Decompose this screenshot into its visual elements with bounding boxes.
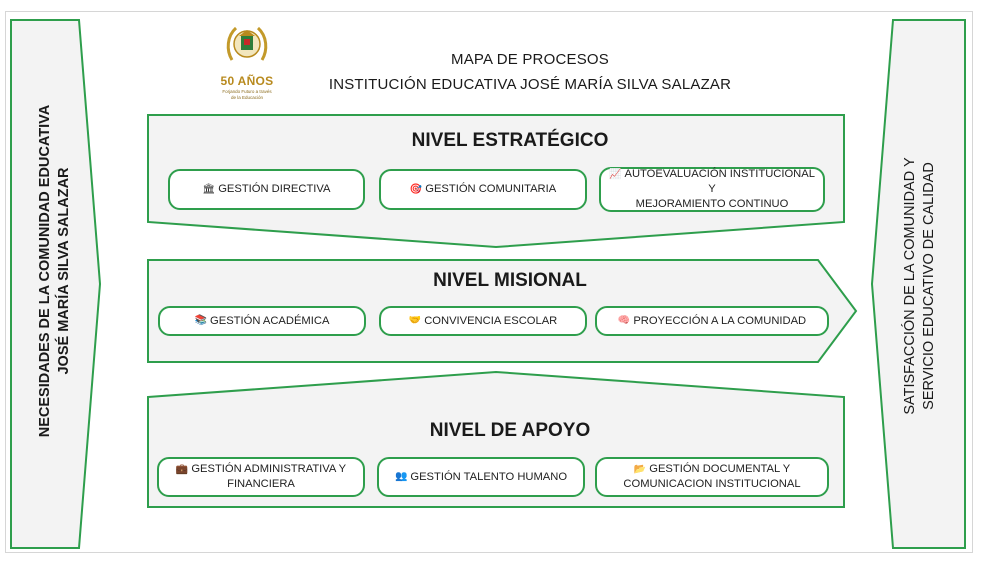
chart-up-icon: 📈 — [609, 169, 622, 180]
brain-icon: 🧠 — [617, 315, 631, 326]
process-talento-humano[interactable]: 👥 GESTIÓN TALENTO HUMANO — [377, 457, 585, 497]
logo-anniversary: 50 AÑOS — [220, 74, 274, 88]
institution-logo — [216, 20, 278, 108]
right-banner-text: SATISFACCIÓN DE LA COMUNIDAD Y SERVICIO EDUCATIVO DE CALIDAD — [902, 157, 937, 415]
handshake-icon: 🤝 — [408, 315, 422, 326]
process-gestion-comunitaria[interactable]: 🎯 GESTIÓN COMUNITARIA — [379, 169, 587, 210]
briefcase-icon: 💼 — [175, 464, 189, 475]
target-icon: 🎯 — [409, 183, 423, 195]
process-autoevaluacion[interactable]: 📈 AUTOEVALUACIÓN INSTITUCIONAL Y MEJORAMIENTO CONTINUO — [599, 167, 825, 212]
process-gestion-academica[interactable]: 📚 GESTIÓN ACADÉMICA — [158, 306, 366, 336]
missional-level-title: NIVEL MISIONAL — [433, 270, 587, 291]
process-convivencia-escolar[interactable]: 🤝 CONVIVENCIA ESCOLAR — [379, 306, 587, 336]
page-title: MAPA DE PROCESOS — [451, 51, 609, 68]
logo-tagline: Forjando Futuro a través de la Educación — [222, 89, 272, 100]
process-gestion-documental[interactable]: 📂 GESTIÓN DOCUMENTAL Y COMUNICACION INSTITUCIONAL — [595, 457, 829, 497]
page-subtitle: INSTITUCIÓN EDUCATIVA JOSÉ MARÍA SILVA SALAZAR — [328, 76, 732, 93]
process-proyeccion-comunidad[interactable]: 🧠 PROYECCIÓN A LA COMUNIDAD — [595, 306, 829, 336]
left-banner-text: NECESIDADES DE LA COMUNIDAD EDUCATIVA JOSÉ MARÍA SILVA SALAZAR — [37, 104, 72, 438]
people-icon: 👥 — [394, 471, 408, 482]
folder-icon: 📂 — [633, 464, 647, 475]
process-gestion-administrativa[interactable]: 💼 GESTIÓN ADMINISTRATIVA Y FINANCIERA — [157, 457, 365, 497]
process-gestion-directiva[interactable]: 🏛 GESTIÓN DIRECTIVA — [168, 169, 365, 210]
laurel-crest-icon — [224, 22, 270, 68]
bank-icon: 🏛 — [202, 183, 216, 195]
books-icon: 📚 — [194, 315, 208, 326]
support-level-title: NIVEL DE APOYO — [429, 420, 591, 441]
strategic-level-title: NIVEL ESTRATÉGICO — [411, 130, 609, 151]
